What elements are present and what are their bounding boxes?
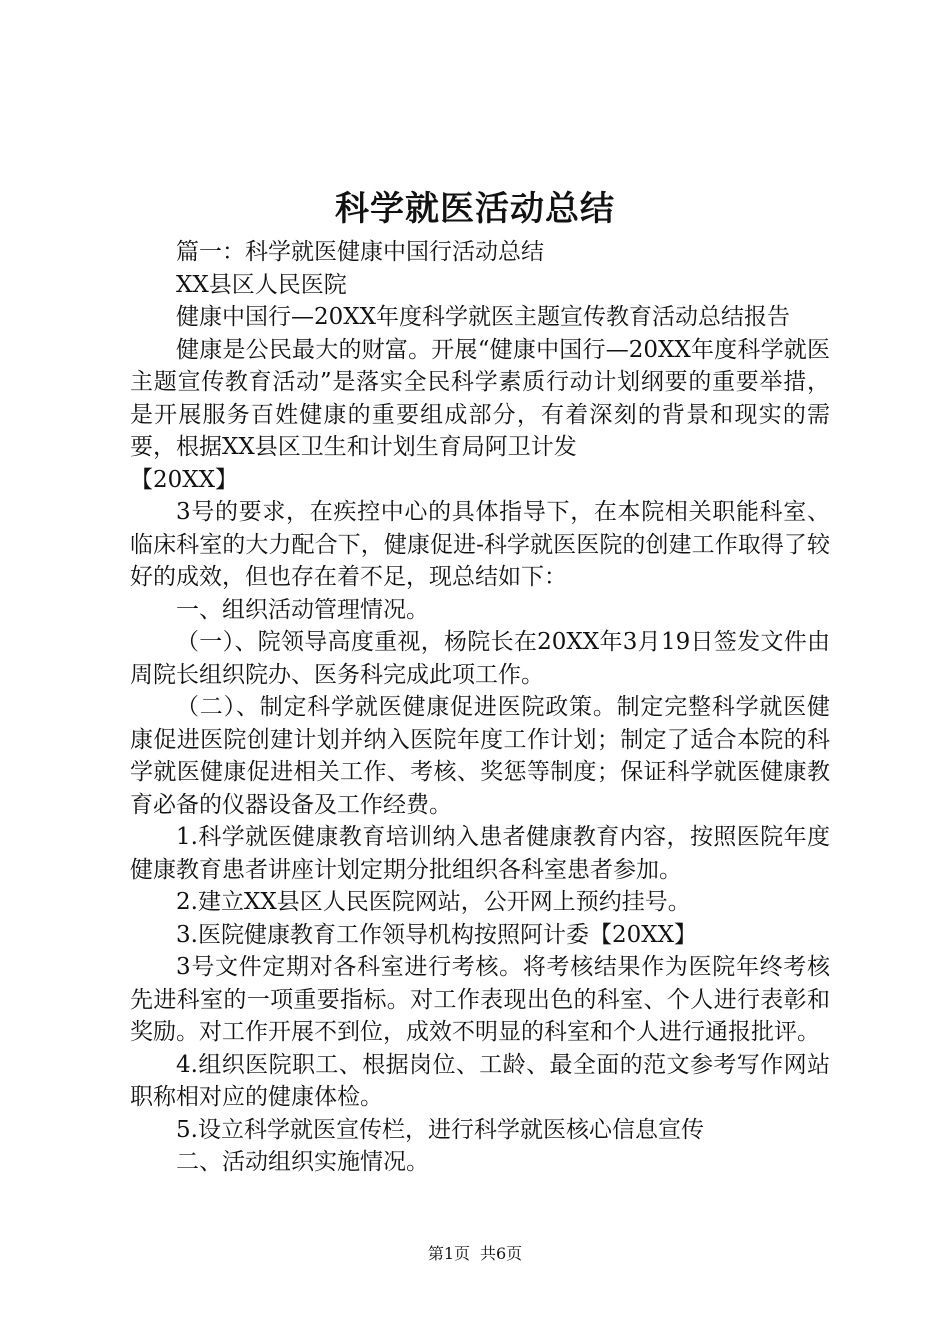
list-item-1: 1.科学就医健康教育培训纳入患者健康教育内容，按照医院年度健康教育患者讲座计划定期分批组织各科室患者参加。 (130, 824, 830, 883)
paragraph-leadership: （一）、院领导高度重视，杨院长在20XX年3月19日签发文件由周院长组织院办、医务科完成此项工作。 (130, 629, 830, 688)
list-item-3: 3.医院健康教育工作领导机构按照阿计委【20XX】 (176, 921, 697, 948)
paragraph-policy: （二）、制定科学就医健康促进医院政策。制定完整科学就医健康促进医院创建计划并纳入医院年度工作计划；制定了适合本院的科学就医健康促进相关工作、考核、奖惩等制度；保证科学就医健康教育必备的仪器设备及工作经费。 (130, 694, 830, 818)
paragraph-document-number: 【20XX】 (130, 466, 239, 493)
paragraph-hospital-name: XX县区人民医院 (176, 271, 347, 298)
paragraph-requirements: 3号的要求，在疾控中心的具体指导下，在本院相关职能科室、临床科室的大力配合下，健康促进-科学就医医院的创建工作取得了较好的成效，但也存在着不足，现总结如下： (130, 499, 830, 590)
document-body (130, 236, 830, 1179)
paragraph-section-two-heading: 二、活动组织实施情况。 (176, 1149, 429, 1175)
paragraph-heading-part-one: 篇一：科学就医健康中国行活动总结 (176, 239, 544, 265)
paragraph-section-one-heading: 一、组织活动管理情况。 (176, 596, 429, 623)
document-title: 科学就医活动总结 (335, 189, 615, 229)
paragraph-assessment: 3号文件定期对各科室进行考核。将考核结果作为医院年终考核先进科室的一项重要指标。对工作表现出色的科室、个人进行表彰和奖励。对工作开展不到位，成效不明显的科室和个人进行通报批评。 (130, 954, 830, 1045)
paragraph-report-title: 健康中国行—20XX年度科学就医主题宣传教育活动总结报告 (176, 304, 791, 330)
list-item-4: 4.组织医院职工、根据岗位、工龄、最全面的范文参考写作网站职称相对应的健康体检。 (130, 1051, 830, 1110)
list-item-5: 5.设立科学就医宣传栏，进行科学就医核心信息宣传 (176, 1116, 704, 1143)
page-total: 共6页 (480, 1244, 523, 1263)
list-item-2: 2.建立XX县区人民医院网站，公开网上预约挂号。 (176, 889, 691, 915)
page-footer (0, 1242, 950, 1266)
page-number: 第1页 (427, 1244, 470, 1263)
paragraph-introduction: 健康是公民最大的财富。开展“健康中国行—20XX年度科学就医主题宣传教育活动”是落实全民科学素质行动计划纲要的重要举措，是开展服务百姓健康的重要组成部分，有着深刻的背景和现实的需要，根据XX县区卫生和计划生育局阿卫计发 (130, 336, 830, 460)
